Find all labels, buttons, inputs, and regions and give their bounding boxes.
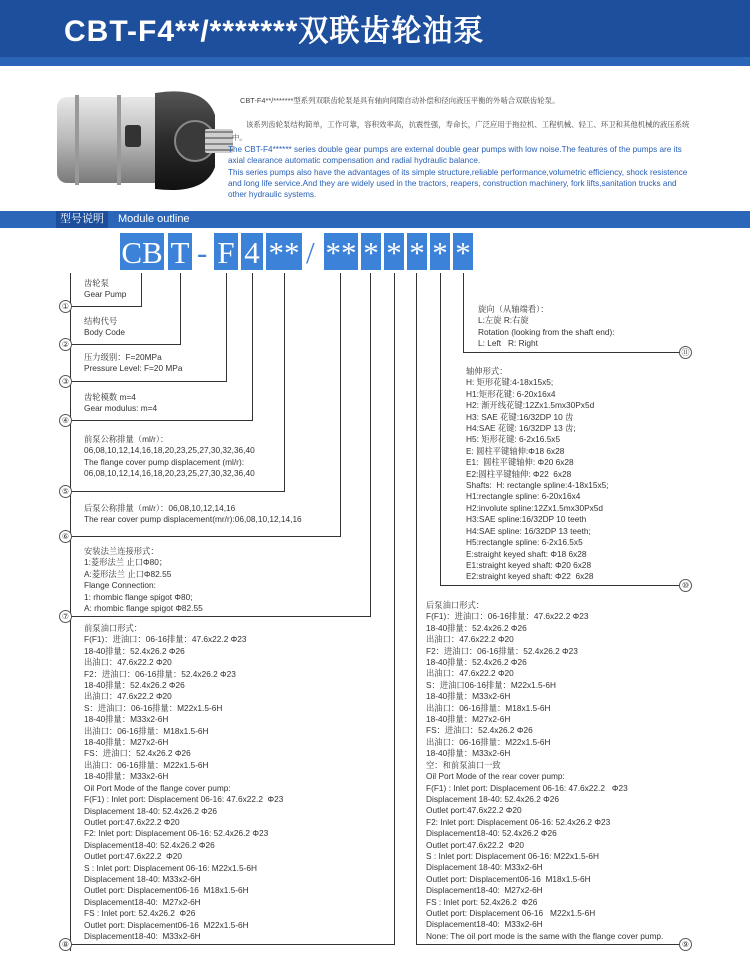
marker-4: ④ [59, 414, 72, 427]
code-box-rear-disp: ** [325, 235, 357, 270]
section-11: 旋向（从轴端看）： L:左旋 R:右旋 Rotation (looking from the shaft end): L: Left R: Right [478, 304, 615, 349]
leader-6-v [340, 273, 341, 536]
module-outline-bar [0, 211, 750, 228]
intro-en-para2: This series pumps also have the advantages of its simple structure,reliable performance,volumetric efficiency, shock resistence and long life service.And they are widely used in the tractors, reapers, construction machinery, fork lifts,sanitation trucks and other hydraulic systems. [228, 167, 688, 200]
section-9: 后泵油口形式： F(F1)：进油口：06-16排量：47.6x22.2 Φ23 18-40排量：52.4x26.2 Φ26 出油口：47.6x22.2 Φ20 F2：进油口：06-16排量：52.4x26.2 Φ23 18-40排量：52.4x26.2 Φ26 出油口：47.6x22.2 Φ20 S：进油口06-16排量：M22x1.5-6H 18-40排量：M33x2-6H 出油口：06-16排量：M18x1.5-6H 18-40排量：M27x2-6H FS：进油口：52.4x26.2 Φ26 出油口：06-16排量：M22x1.5-6H 18-40排量：M33x2-6H 空：和前泵油口一致 Oil Port Mode of the rear cover pump: F(F1) : Inlet port: Displacement 06-16: 47.6x22.2 Φ23 Displacement 18-40: 52.4x26.2 Φ26 Outlet port:47.6x22.2 Φ20 F2: Inlet port: Displacement 06-16: 52.4x26.2 Φ23 Displacement18-40: 52.4x26.2 Φ26 Outlet port:47.6x22.2 Φ20 S : Inlet port: Displacement 06-16: M22x1.5-6H Displacement 18-40: M33x2-6H Outlet port: Displacement06-16 M18x1.5-6H Displacement18-40: M27x2-6H FS : Inlet port: 52.4x26.2 Φ26 Outlet port: Displacement 06-16 M22x1.5-6H Displacement18-40: M33x2-6H None: The oil port mode is the same with the flange cover pump. [426, 600, 664, 941]
intro-cn-line2: 该系列齿轮泵结构简单，工作可靠，容积效率高，抗震性强，寿命长，广泛应用于拖拉机、工程机械、轻工、环卫和其他机械的液压系统中。 [232, 120, 690, 142]
leader-9-v [416, 273, 417, 944]
code-slash: / [306, 235, 315, 270]
module-label-cn: 型号说明 [56, 211, 108, 228]
leader-10-v [440, 273, 441, 585]
code-box-shaft: * [430, 233, 450, 270]
marker-2: ② [59, 338, 72, 351]
intro-english [228, 144, 694, 200]
module-label-en: Module outline [118, 213, 190, 225]
leader-11-h [463, 352, 680, 353]
intro-chinese [232, 94, 700, 142]
section-3: 压力级别：F=20MPa Pressure Level: F=20 MPa [84, 352, 183, 374]
leader-3-h [70, 381, 227, 382]
leader-3-v [226, 273, 227, 381]
leader-2-v [180, 273, 181, 344]
marker-10: ⑩ [679, 579, 692, 592]
marker-8: ⑧ [59, 938, 72, 951]
leader-11-v [463, 273, 464, 352]
section-2: 结构代号 Body Code [84, 316, 126, 338]
page-title: CBT-F4**/*******双联齿轮油泵 [64, 15, 485, 48]
leader-1-h [70, 306, 142, 307]
leader-7-h [70, 616, 371, 617]
leader-9-h [416, 944, 680, 945]
header-band [0, 57, 750, 66]
leader-4-h [70, 420, 253, 421]
code-box-t: T [168, 233, 192, 270]
code-box-front-port: * [384, 233, 404, 270]
code-box-rotation: * [453, 233, 473, 270]
leader-2-h [70, 344, 181, 345]
section-10: 轴伸形式： H: 矩形花键:4-18x15x5; H1:矩形花键: 6-20x16x4 H2: 渐开线花键:12Zx1.5mx30Px5d H3: SAE 花键:16/32DP 10 齿 H4:SAE 花键: 16/32DP 13 齿; H5: 矩形花键: 6-2x16.5x5 E: 圆柱平键轴伸:Φ18 6x28 E1: 圆柱平键轴伸: Φ20 6x28 E2:圆柱平键轴伸: Φ22 6x28 Shafts: H: rectangle spline:4-18x15x5; H1:rectangle spline: 6-20x16x4 H2:involute spline:12Zx1.5mx30Px5d H3:SAE spline:16/32DP 10 teeth H4:SAE spline: 16/32DP 13 teeth; H5:rectangle spline: 6-2x16.5x5 E:straight keyed shaft: Φ18 6x28 E1:straight keyed shaft: Φ20 6x28 E2:straight keyed shaft: Φ22 6x28 [466, 366, 609, 582]
marker-6: ⑥ [59, 530, 72, 543]
marker-9: ⑨ [679, 938, 692, 951]
code-box-cb: CB [121, 235, 163, 270]
section-6: 后泵公称排量（ml/r）：06,08,10,12,14,16 The rear cover pump displacement(mr/r):06,08,10,12,14,16 [84, 503, 302, 525]
marker-7: ⑦ [59, 610, 72, 623]
leader-8-v [394, 273, 395, 944]
marker-1: ① [59, 300, 72, 313]
leader-5-v [284, 273, 285, 491]
code-dash: - [197, 235, 208, 270]
leader-1-v [141, 273, 142, 306]
leader-7-v [370, 273, 371, 616]
marker-3: ③ [59, 375, 72, 388]
section-5: 前泵公称排量（ml/r）： 06,08,10,12,14,16,18,20,23,25,27,30,32,36,40 The flange cover pump displacement (ml/r): 06,08,10,12,14,16,18,20,23,25,27,30,32,36,40 [84, 434, 255, 479]
section-4: 齿轮模数 m=4 Gear modulus: m=4 [84, 392, 158, 414]
code-box-4: 4 [241, 233, 263, 270]
intro-en-para1: The CBT-F4****** series double gear pumps are external double gear pumps with low noise.The features of the pumps are its axial clearance automatic compensation and radial hydraulic balance. [228, 145, 682, 166]
code-box-f: F [214, 233, 238, 270]
marker-5: ⑤ [59, 485, 72, 498]
gear-pump-image [55, 85, 235, 197]
leader-5-h [70, 491, 285, 492]
leader-10-h [440, 585, 680, 586]
section-8: 前泵油口形式： F(F1)：进油口：06-16排量：47.6x22.2 Φ23 18-40排量：52.4x26.2 Φ26 出油口：47.6x22.2 Φ20 F2：进油口：06-16排量：52.4x26.2 Φ23 18-40排量：52.4x26.2 Φ26 出油口：47.6x22.2 Φ20 S：进油口：06-16排量：M22x1.5-6H 18-40排量：M33x2-6H 出油口：06-16排量：M18x1.5-6H 18-40排量：M27x2-6H FS：进油口：52.4x26.2 Φ26 出油口：06-16排量：M22x1.5-6H 18-40排量：M33x2-6H Oil Port Mode of the flange cover pump: F(F1) : Inlet port: Displacement 06-16: 47.6x22.2 Φ23 Displacement 18-40: 52.4x26.2 Φ26 Outlet port:47.6x22.2 Φ20 F2: Inlet port: Displacement 06-16: 52.4x26.2 Φ23 Displacement18-40: 52.4x26.2 Φ26 Outlet port:47.6x22.2 Φ20 S : Inlet port: Displacement 06-16: M22x1.5-6H Displacement 18-40: M33x2-6H Outlet port: Displacement06-16 M18x1.5-6H Displacement18-40: M27x2-6H FS : Inlet port: 52.4x26.2 Φ26 Outlet port: Displacement06-16 M22x1.5-6H Displacement18-40: M33x2-6H [84, 623, 284, 941]
leader-6-h [70, 536, 341, 537]
header-banner [0, 0, 750, 60]
code-box-rear-port: * [407, 233, 427, 270]
marker-11: ⑪ [679, 346, 692, 359]
code-box-flange: * [361, 233, 381, 270]
leader-4-v [252, 273, 253, 420]
code-box-front-disp: ** [266, 233, 302, 270]
section-1: 齿轮泵 Gear Pump [84, 278, 127, 300]
section-7: 安装法兰连接形式： 1:菱形法兰 止口Φ80； A:菱形法兰 止口Φ82.55 Flange Connection: 1: rhombic flange spigot Φ80; A: rhombic flange spigot Φ82.55 [84, 546, 203, 614]
intro-cn-line1: CBT-F4**/*******型系列双联齿轮泵是具有轴向间隙自动补偿和径向液压平衡的外啮合双联齿轮泵。 [240, 96, 560, 105]
leader-8-h [70, 944, 395, 945]
